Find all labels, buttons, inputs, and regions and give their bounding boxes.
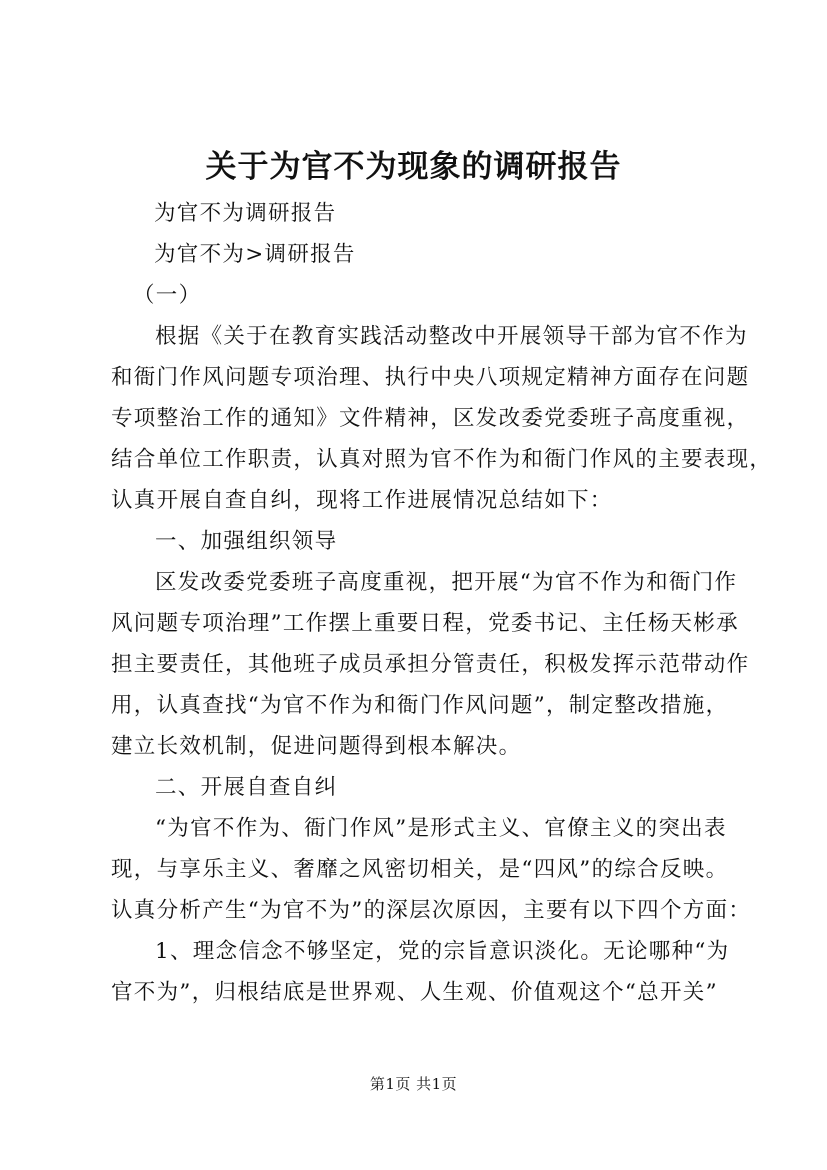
paragraph-line: 1、理念信念不够坚定，党的宗旨意识淡化。无论哪种“为 (155, 939, 730, 964)
document-body (111, 193, 773, 1013)
page-footer: 第1页 共1页 (369, 1075, 458, 1093)
subtitle-line: 为官不为>调研报告 (154, 242, 356, 267)
paragraph-line: 认真分析产生“为官不为”的深层次原因，主要有以下四个方面： (111, 898, 752, 923)
subtitle-line: 为官不为调研报告 (154, 201, 337, 226)
paragraph-line: “为官不作为、衙门作风”是形式主义、官僚主义的突出表 (155, 816, 727, 841)
paragraph-line: 区发改委党委班子高度重视，把开展“为官不作为和衙门作 (155, 570, 738, 595)
paragraph-line: 专项整治工作的通知》文件精神，区发改委党委班子高度重视， (111, 406, 750, 431)
paragraph-line: 认真开展自查自纠，现将工作进展情况总结如下： (111, 488, 613, 513)
section-number: （一） (133, 283, 202, 308)
section-heading: 一、加强组织领导 (155, 529, 338, 554)
paragraph-line: 现，与享乐主义、奢靡之风密切相关，是“四风”的综合反映。 (111, 857, 729, 882)
paragraph-line: 官不为”，归根结底是世界观、人生观、价值观这个“总开关” (111, 980, 718, 1005)
paragraph-line: 风问题专项治理”工作摆上重要日程，党委书记、主任杨天彬承 (111, 611, 739, 636)
paragraph-line: 建立长效机制，促进问题得到根本解决。 (111, 734, 522, 759)
section-heading: 二、开展自查自纠 (155, 775, 338, 800)
document-title: 关于为官不为现象的调研报告 (205, 149, 622, 185)
paragraph-line: 结合单位工作职责，认真对照为官不作为和衙门作风的主要表现， (111, 447, 773, 472)
paragraph-line: 和衙门作风问题专项治理、执行中央八项规定精神方面存在问题 (111, 365, 750, 390)
paragraph-line: 担主要责任，其他班子成员承担分管责任，积极发挥示范带动作 (111, 652, 750, 677)
paragraph-line: 根据《关于在教育实践活动整改中开展领导干部为官不作为 (155, 324, 748, 349)
paragraph-line: 用，认真查找“为官不作为和衙门作风问题”，制定整改措施， (111, 693, 729, 718)
